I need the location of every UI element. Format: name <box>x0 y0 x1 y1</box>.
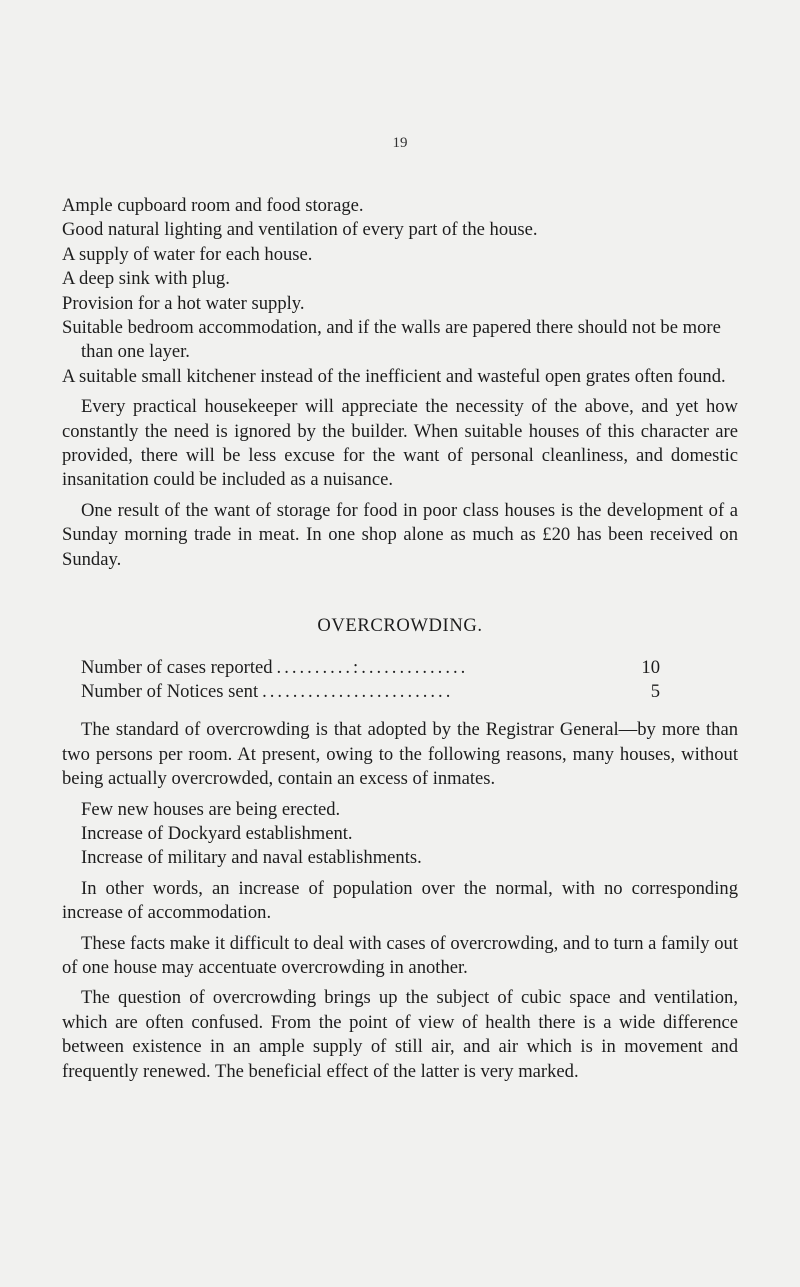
page-number: 19 <box>392 135 408 151</box>
list-item: A suitable small kitchener instead of the inefficient and wasteful open grates often found. <box>62 365 726 387</box>
stat-row <box>81 680 660 704</box>
section-heading: OVERCROWDING. <box>317 615 483 637</box>
list-item: Increase of Dockyard establishment. <box>81 822 353 844</box>
page-body <box>62 194 738 1084</box>
paragraph: The question of overcrowding brings up the subject of cubic space and ventilation, which are often confused. From the point of view of health there is a wide difference between existence in an ample supply of still air, and air which is in movement and frequently renewed. The beneficial effect of the latter is very marked. <box>62 987 738 1082</box>
list-item: Ample cupboard room and food storage. <box>62 195 364 216</box>
statistics-table <box>81 656 660 705</box>
stat-label: Number of cases reported <box>81 656 273 678</box>
stat-value: 5 <box>650 680 660 702</box>
list-item: Few new houses are being erected. <box>81 798 341 820</box>
list-item: Increase of military and naval establishments. <box>81 847 422 869</box>
stat-label: Number of Notices sent <box>81 680 259 702</box>
list-item: Provision for a hot water supply. <box>62 292 305 314</box>
leader-dots: ......................... <box>262 680 454 702</box>
list-item: A supply of water for each house. <box>62 243 313 265</box>
list-item: Good natural lighting and ventilation of every part of the house. <box>62 219 538 241</box>
paragraph: In other words, an increase of population over the normal, with no corresponding increase of accommodation. <box>62 877 738 924</box>
list-item: Suitable bedroom accommodation, and if the walls are papered there should not be more than one layer. <box>62 317 721 363</box>
paragraph: These facts make it difficult to deal with cases of overcrowding, and to turn a family out of one house may accentuate overcrowding in another. <box>62 932 738 978</box>
stat-row <box>81 656 660 680</box>
stat-value: 10 <box>641 656 660 678</box>
list-item: A deep sink with plug. <box>62 268 230 290</box>
requirements-list <box>62 194 738 389</box>
paragraph: Every practical housekeeper will appreciate the necessity of the above, and yet how constantly the need is ignored by the builder. When suitable houses of this character are provided, there will be less excuse for the want of personal cleanliness, and domestic insanitation could be included as a nuisance. <box>62 396 738 491</box>
reasons-list <box>62 798 738 871</box>
leader-dots: ..........:.............. <box>276 656 469 678</box>
paragraph: One result of the want of storage for food in poor class houses is the development of a Sunday morning trade in meat. In one shop alone as much as £20 has been received on Sunday. <box>62 499 738 570</box>
paragraph: The standard of overcrowding is that adopted by the Registrar General—by more than two persons per room. At present, owing to the following reasons, many houses, without being actually overcrowded, contain an excess of inmates. <box>62 719 738 790</box>
